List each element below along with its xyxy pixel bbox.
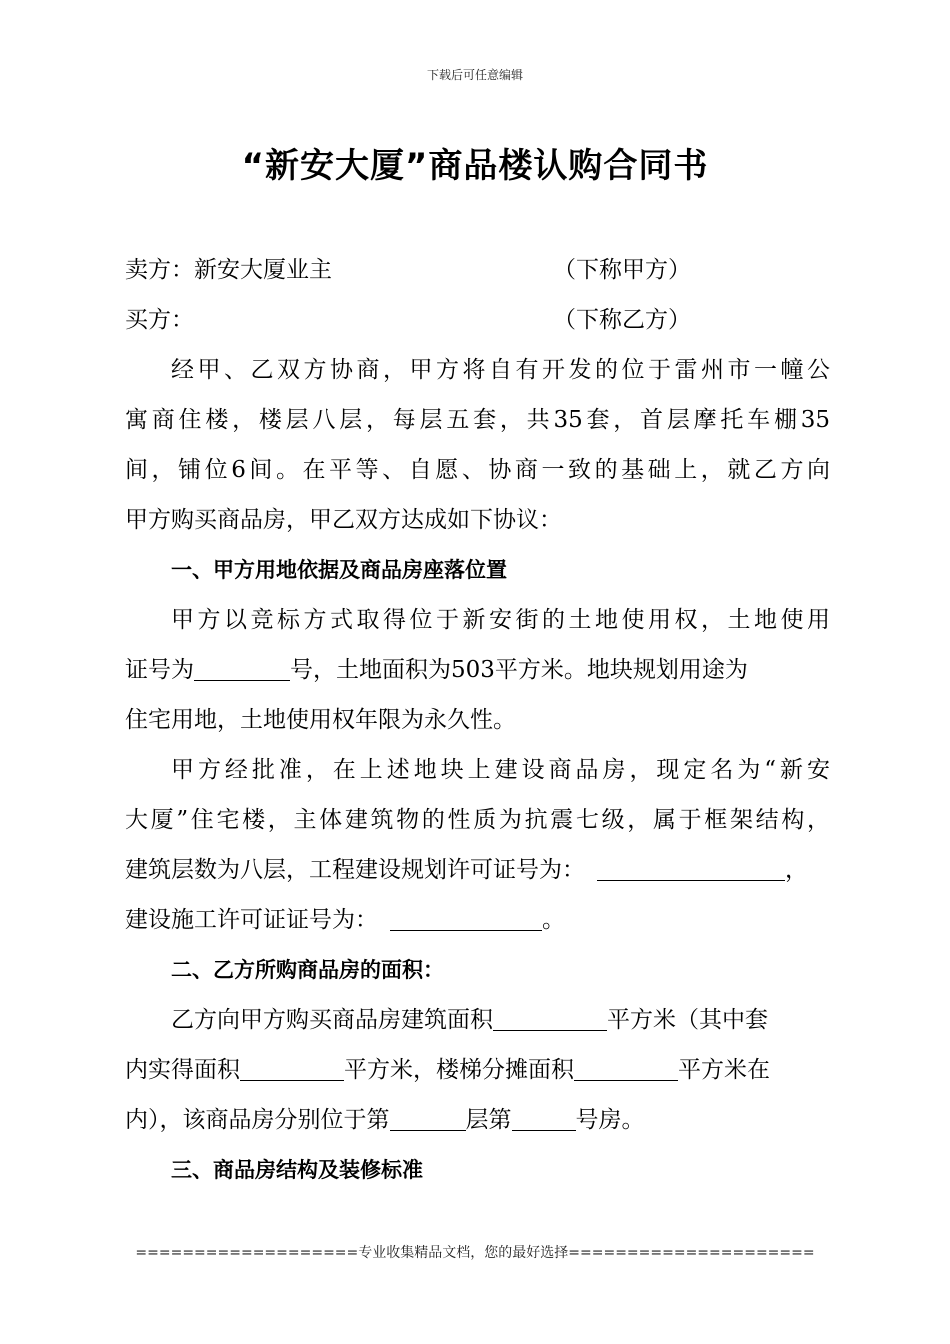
seller-label: 卖方：新安大厦业主 xyxy=(125,257,332,283)
footer-note: ===================专业收集精品文档，您的最好选择===================== xyxy=(135,1245,815,1261)
seller-line xyxy=(125,245,830,295)
intro-line-1: 经甲、乙双方协商，甲方将自有开发的位于雷州市一幢公 xyxy=(171,357,830,383)
section-2-line-3 xyxy=(125,1095,830,1145)
land-cert-prefix: 证号为 xyxy=(125,657,194,683)
section-1-heading: 一、甲方用地依据及商品房座落位置 xyxy=(171,558,507,582)
section-1-p2-line-2: 大厦”住宅楼，主体建筑物的性质为抗震七级，属于框架结构， xyxy=(125,807,830,833)
building-area-blank[interactable] xyxy=(493,1000,607,1031)
construction-permit-prefix: 建设施工许可证证号为： xyxy=(125,907,378,933)
section-1-p2-line-3 xyxy=(125,845,830,895)
inner-area-prefix: 内实得面积 xyxy=(125,1057,240,1083)
floor-prefix: 内），该商品房分别位于第 xyxy=(125,1107,390,1133)
buyer-tag: （下称乙方） xyxy=(553,307,691,333)
stair-area-blank[interactable] xyxy=(574,1050,678,1081)
construction-permit-blank[interactable] xyxy=(390,900,542,931)
buyer-label: 买方： xyxy=(125,307,194,333)
header-note: 下载后可任意编辑 xyxy=(426,68,523,82)
construction-permit-suffix: 。 xyxy=(542,907,565,933)
land-cert-suffix: 号，土地面积为503平方米。地块规划用途为 xyxy=(290,657,748,683)
section-1-p1-line-1: 甲方以竞标方式取得位于新安街的土地使用权，土地使用 xyxy=(171,607,830,633)
land-cert-number-blank[interactable] xyxy=(194,650,290,681)
section-1-p1-line-3: 住宅用地，土地使用权年限为永久性。 xyxy=(125,707,516,733)
stair-area-suffix: 平方米在 xyxy=(678,1057,770,1083)
buyer-line xyxy=(125,295,830,345)
section-2-line-1 xyxy=(125,995,876,1045)
section-2-line-2 xyxy=(125,1045,830,1095)
room-number-blank[interactable] xyxy=(512,1100,576,1131)
building-area-suffix: 平方米（其中套 xyxy=(607,1007,768,1033)
section-1-p2-line-4 xyxy=(125,895,830,945)
intro-line-2: 寓商住楼，楼层八层，每层五套，共35套，首层摩托车棚35 xyxy=(125,407,830,433)
intro-line-3: 间，铺位6间。在平等、自愿、协商一致的基础上，就乙方向 xyxy=(125,457,830,483)
seller-tag: （下称甲方） xyxy=(553,257,691,283)
building-area-prefix: 乙方向甲方购买商品房建筑面积 xyxy=(171,1007,493,1033)
intro-line-4: 甲方购买商品房，甲乙双方达成如下协议： xyxy=(125,507,562,533)
planning-permit-blank[interactable] xyxy=(597,850,785,881)
room-suffix: 号房。 xyxy=(575,1107,645,1133)
room-prefix: 层第 xyxy=(465,1107,512,1133)
section-3-heading: 三、商品房结构及装修标准 xyxy=(171,1158,423,1182)
stair-area-prefix: 平方米，楼梯分摊面积 xyxy=(344,1057,574,1083)
section-1-p1-line-2 xyxy=(125,645,830,695)
section-1-p2-line-1: 甲方经批准，在上述地块上建设商品房，现定名为“新安 xyxy=(171,757,830,783)
planning-permit-prefix: 建筑层数为八层，工程建设规划许可证号为： xyxy=(125,857,585,883)
planning-permit-suffix: ， xyxy=(785,857,808,883)
section-2-heading: 二、乙方所购商品房的面积： xyxy=(171,958,444,982)
document-title: “新安大厦”商品楼认购合同书 xyxy=(241,146,709,186)
inner-area-blank[interactable] xyxy=(240,1050,344,1081)
floor-number-blank[interactable] xyxy=(390,1100,466,1131)
